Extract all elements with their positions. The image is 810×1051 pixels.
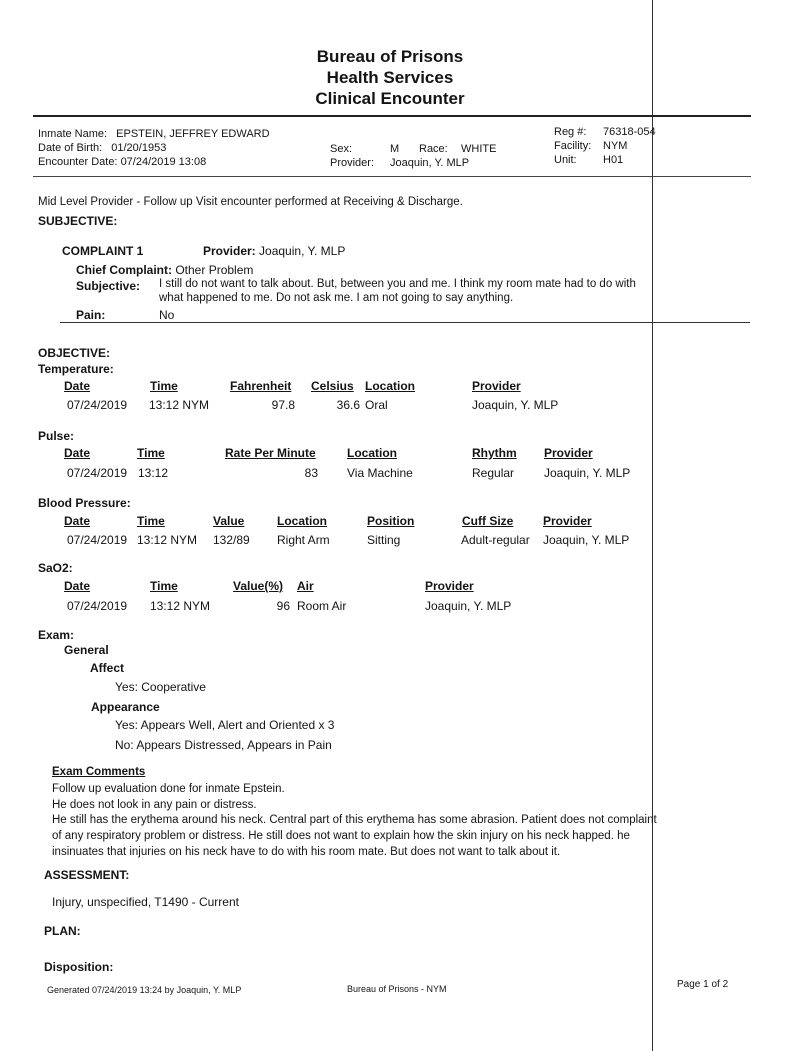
exam-comment-line: He does not look in any pain or distress. [52,799,257,811]
facility-value: NYM [603,140,628,152]
complaint-provider-label: Provider: [203,244,256,258]
complaint-title: COMPLAINT 1 [62,244,144,258]
sao2-time: 13:12 NYM [150,599,211,613]
sex-value: M [390,143,400,155]
doc-title-org: Bureau of Prisons [316,47,464,66]
info-rule [33,176,751,177]
temp-location: Oral [365,398,388,412]
bp-col-location: Location [277,514,327,528]
temp-date: 07/24/2019 [67,398,128,412]
pain-value: No [159,308,175,322]
bp-time: 13:12 NYM [137,533,198,547]
subjective-line-2: what happened to me. Do not ask me. I am not going to say anything. [159,292,514,304]
chief-complaint-label: Chief Complaint: [76,263,172,277]
temp-col-fahrenheit: Fahrenheit [230,379,292,393]
scan-artifact-line [652,0,653,1051]
objective-heading: OBJECTIVE: [38,346,111,360]
exam-general: General [64,643,109,657]
visit-line: Mid Level Provider - Follow up Visit encounter performed at Receiving & Discharge. [38,196,463,208]
bp-provider: Joaquin, Y. MLP [543,533,630,547]
pulse-heading: Pulse: [38,429,75,443]
exam-appearance: Appearance [91,700,160,714]
reg-label: Reg #: [554,126,587,138]
pulse-provider: Joaquin, Y. MLP [544,466,631,480]
plan-heading: PLAN: [44,924,81,938]
doc-title-dept: Health Services [326,68,454,87]
bp-col-date: Date [64,514,91,528]
footer-org: Bureau of Prisons - NYM [347,984,447,994]
pulse-col-location: Location [347,446,397,460]
temp-fahrenheit: 97.8 [271,398,295,412]
sao2-col-air: Air [297,579,314,593]
race-label: Race: [419,143,448,155]
bp-value: 132/89 [213,533,250,547]
encounter-label: Encounter Date: [38,156,118,168]
facility-label: Facility: [554,140,592,152]
bp-col-position: Position [367,514,415,528]
subjective-heading: SUBJECTIVE: [38,214,118,228]
doc-title-form: Clinical Encounter [315,89,465,108]
sao2-provider: Joaquin, Y. MLP [425,599,512,613]
sao2-date: 07/24/2019 [67,599,128,613]
sao2-col-value: Value(%) [233,579,284,593]
exam-comments-heading: Exam Comments [52,766,146,778]
pulse-rhythm: Regular [472,466,515,480]
pain-label: Pain: [76,308,106,322]
exam-appearance-yes: Yes: Appears Well, Alert and Oriented x 3 [115,718,335,732]
bp-location: Right Arm [277,533,330,547]
sao2-value: 96 [276,599,290,613]
provider-label: Provider: [330,157,375,169]
disposition-heading: Disposition: [44,960,114,974]
exam-comment-line: Follow up evaluation done for inmate Epstein. [52,783,285,795]
unit-value: H01 [603,154,624,166]
sao2-col-time: Time [150,579,178,593]
pulse-location: Via Machine [347,466,413,480]
sex-label: Sex: [330,143,353,155]
sao2-air: Room Air [297,599,347,613]
assessment-heading: ASSESSMENT: [44,868,130,882]
footer-generated: Generated 07/24/2019 13:24 by Joaquin, Y. MLP [47,985,242,995]
subjective-label: Subjective: [76,279,141,293]
temp-col-date: Date [64,379,91,393]
temp-provider: Joaquin, Y. MLP [472,398,559,412]
temperature-heading: Temperature: [38,362,114,376]
pulse-col-rate: Rate Per Minute [225,446,316,460]
temp-col-location: Location [365,379,415,393]
chief-complaint: Other Problem [175,263,254,277]
provider-value: Joaquin, Y. MLP [390,157,470,169]
complaint-provider: Joaquin, Y. MLP [259,244,346,258]
exam-affect: Affect [90,661,125,675]
sao2-col-provider: Provider [425,579,474,593]
pulse-rate: 83 [304,466,318,480]
exam-comment-line: of any respiratory problem or distress. He still does not want to explain how the skin injury on his neck happed. he [52,830,630,842]
sao2-col-date: Date [64,579,91,593]
dob-value: 01/20/1953 [111,142,167,154]
exam-comment-line: He still has the erythema around his neck. Central part of this erythema has some abrasion. Patient does not complaint [52,814,657,826]
exam-affect-yes: Yes: Cooperative [115,680,206,694]
bp-cuff-size: Adult-regular [461,533,530,547]
reg-value: 76318-054 [603,126,656,138]
pulse-time: 13:12 [138,466,169,480]
bp-heading: Blood Pressure: [38,496,131,510]
exam-comment-line: insinuates that injuries on his neck have to do with his room mate. But does not want to talk about it. [52,846,561,858]
temp-celsius: 36.6 [336,398,360,412]
assessment-text: Injury, unspecified, T1490 - Current [52,895,239,909]
temp-col-provider: Provider [472,379,521,393]
temp-col-time: Time [150,379,178,393]
bp-position: Sitting [367,533,401,547]
dob-label: Date of Birth: [38,142,103,154]
bp-col-provider: Provider [543,514,592,528]
subjective-line-1: I still do not want to talk about. But, between you and me. I think my room mate had to do with [159,278,636,290]
exam-heading: Exam: [38,628,75,642]
temp-col-celsius: Celsius [311,379,354,393]
bp-date: 07/24/2019 [67,533,128,547]
race-value: WHITE [461,143,497,155]
bp-col-value: Value [213,514,245,528]
encounter-date: 07/24/2019 13:08 [120,156,207,168]
sao2-heading: SaO2: [38,561,73,575]
pulse-col-rhythm: Rhythm [472,446,517,460]
pulse-col-time: Time [137,446,165,460]
inmate-name: EPSTEIN, JEFFREY EDWARD [116,128,270,140]
subjective-rule [60,322,750,323]
name-label: Inmate Name: [38,128,108,140]
pulse-col-date: Date [64,446,91,460]
footer-page: Page 1 of 2 [677,979,729,990]
bp-col-cuff-size: Cuff Size [462,514,514,528]
pulse-col-provider: Provider [544,446,593,460]
exam-appearance-no: No: Appears Distressed, Appears in Pain [115,738,332,752]
unit-label: Unit: [554,154,577,166]
bp-col-time: Time [137,514,165,528]
header-rule [33,115,751,117]
temp-time: 13:12 NYM [149,398,210,412]
pulse-date: 07/24/2019 [67,466,128,480]
